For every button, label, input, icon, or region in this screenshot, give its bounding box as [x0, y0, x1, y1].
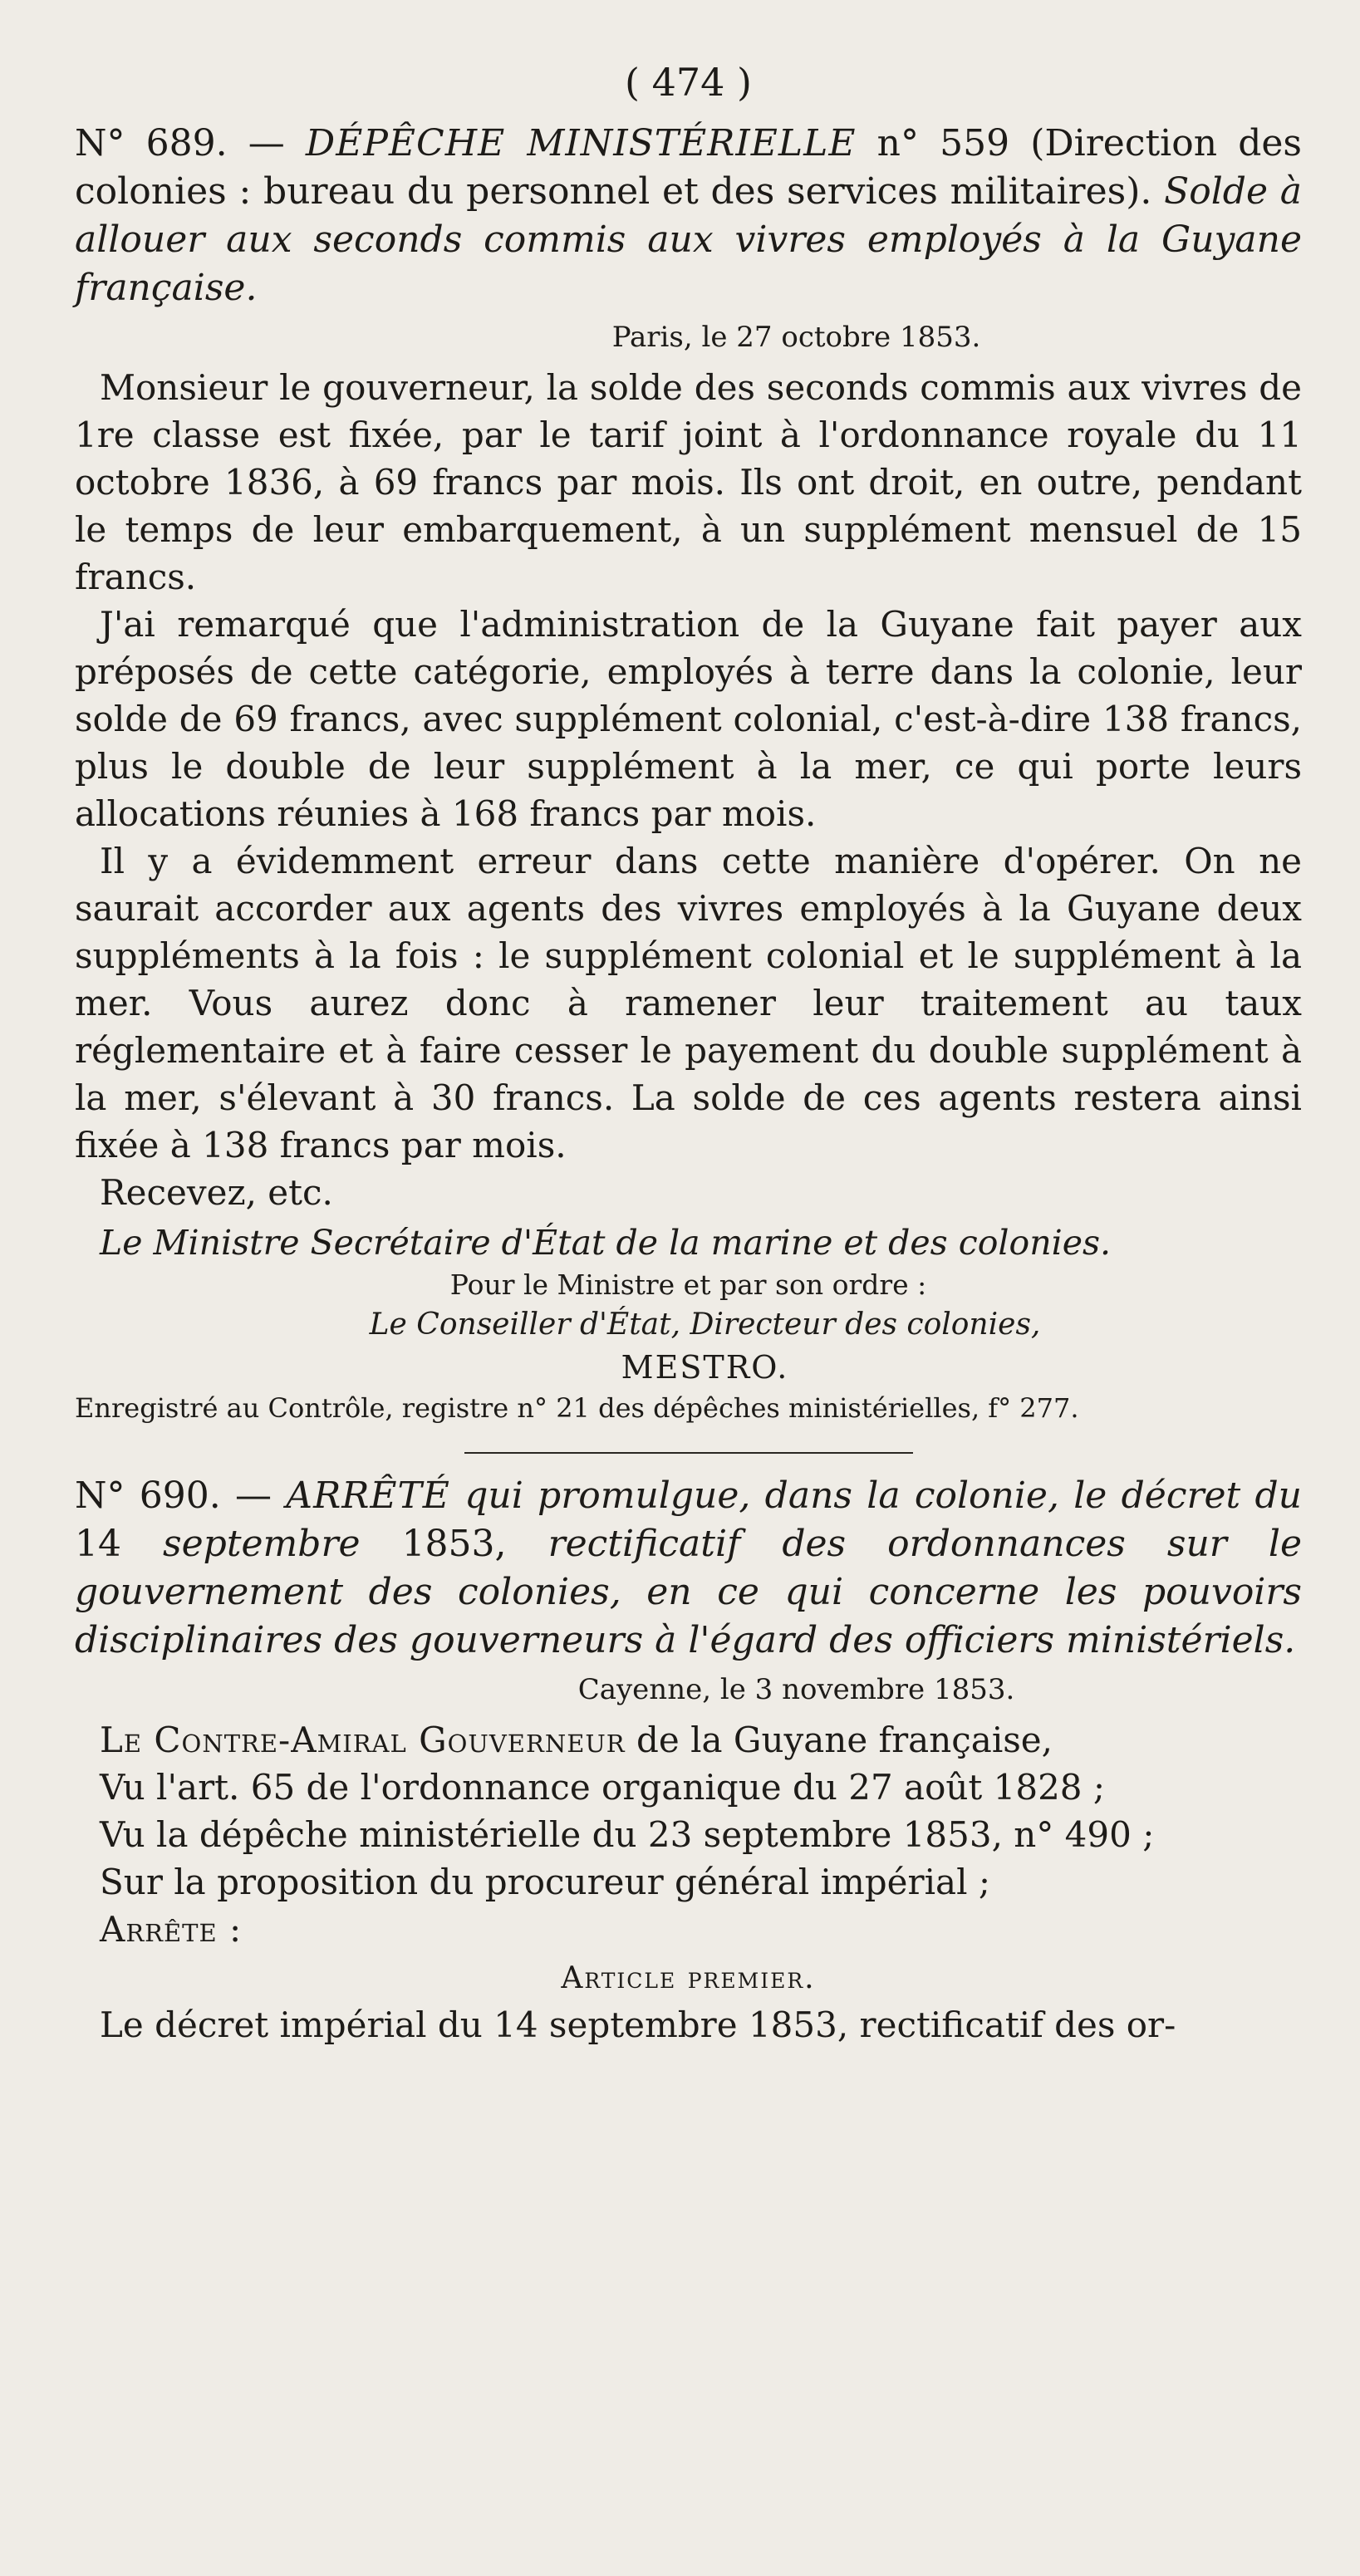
- decree-authority-caps: Le Contre-Amiral Gouverneur: [100, 1720, 626, 1760]
- signature-order: Pour le Ministre et par son ordre :: [449, 1268, 927, 1301]
- signature-name: MESTRO.: [621, 1349, 789, 1386]
- decree-number: N° 690. —: [75, 1474, 272, 1517]
- dispatch-title: [75, 120, 1302, 312]
- decree-title-italic-1: qui promulgue, dans la colonie, le décret du: [464, 1474, 1302, 1517]
- article-text: Le décret impérial du 14 septembre 1853, rectificatif des or-: [100, 2004, 1176, 2045]
- decree-arrete: Arrête :: [100, 1909, 243, 1950]
- dispatch-title-rest: n° 559 (Direction des colonies : bureau du personnel et des services militaires).: [75, 122, 1302, 213]
- section-divider: [464, 1452, 913, 1454]
- dispatch-689: [75, 120, 1302, 1427]
- dispatch-dateline: Paris, le 27 octobre 1853.: [611, 321, 981, 354]
- dispatch-title-italic: Solde à allouer aux seconds commis aux vivres employés à la Guyane française.: [75, 170, 1302, 309]
- signature-counsel: Le Conseiller d'État, Directeur des colonies,: [369, 1308, 1041, 1342]
- decree-dateline: Cayenne, le 3 novembre 1853.: [577, 1673, 1015, 1706]
- decree-title: [75, 1472, 1302, 1665]
- dispatch-closing: Recevez, etc.: [100, 1172, 333, 1213]
- page-number: ( 474 ): [625, 60, 752, 105]
- dispatch-paragraph-2: J'ai remarqué que l'administration de la Guyane fait payer aux préposés de cette catégorie, employés à terre dans la colonie, leur solde de 69 francs, avec supplément colonial, c'est-à-dire 138 francs, plus le double de leur supplément à la mer, ce qui porte leurs allocations réunies à 168 francs par mois.: [75, 604, 1302, 834]
- decree-title-date-2: 1853,: [401, 1523, 507, 1565]
- dispatch-number: N° 689. —: [75, 122, 285, 164]
- decree-visa-2: Vu la dépêche ministérielle du 23 septembre 1853, n° 490 ;: [100, 1814, 1155, 1855]
- decree-visa-1: Vu l'art. 65 de l'ordonnance organique du 27 août 1828 ;: [100, 1767, 1106, 1808]
- signature-minister: Le Ministre Secrétaire d'État de la marine et des colonies.: [100, 1223, 1112, 1263]
- registry-note: Enregistré au Contrôle, registre n° 21 des dépêches ministérielles, f° 277.: [75, 1392, 1079, 1424]
- decree-title-caps: ARRÊTÉ: [286, 1474, 450, 1517]
- decree-690: [75, 1472, 1302, 2049]
- dispatch-paragraph-1: Monsieur le gouverneur, la solde des seconds commis aux vivres de 1re classe est fixée, par le tarif joint à l'ordonnance royale du 11 octobre 1836, à 69 francs par mois. Ils ont droit, en outre, pendant le temps de leur embarquement, à un supplément mensuel de 15 francs.: [75, 367, 1302, 597]
- dispatch-title-caps: DÉPÊCHE MINISTÉRIELLE: [305, 122, 857, 164]
- article-heading: Article premier.: [561, 1961, 816, 1995]
- decree-authority: [75, 1716, 1302, 1764]
- decree-title-italic-3: rectificatif des ordonnances sur le gouvernement des colonies, en ce qui concerne les pouvoirs disciplinaires des gouverneurs à l'égard des officiers ministériels.: [75, 1523, 1302, 1661]
- decree-visa-3: Sur la proposition du procureur général impérial ;: [100, 1862, 991, 1902]
- decree-title-date-1: 14: [75, 1523, 121, 1565]
- decree-authority-rest: de la Guyane française,: [636, 1720, 1053, 1760]
- dispatch-paragraph-3: Il y a évidemment erreur dans cette manière d'opérer. On ne saurait accorder aux agents des vivres employés à la Guyane deux suppléments à la fois : le supplément colonial et le supplément à la mer. Vous aurez donc à ramener leur traitement au taux réglementaire et à faire cesser le payement du double supplément à la mer, s'élevant à 30 francs. La solde de ces agents restera ainsi fixée à 138 francs par mois.: [75, 841, 1302, 1165]
- decree-title-italic-2: septembre: [163, 1523, 361, 1565]
